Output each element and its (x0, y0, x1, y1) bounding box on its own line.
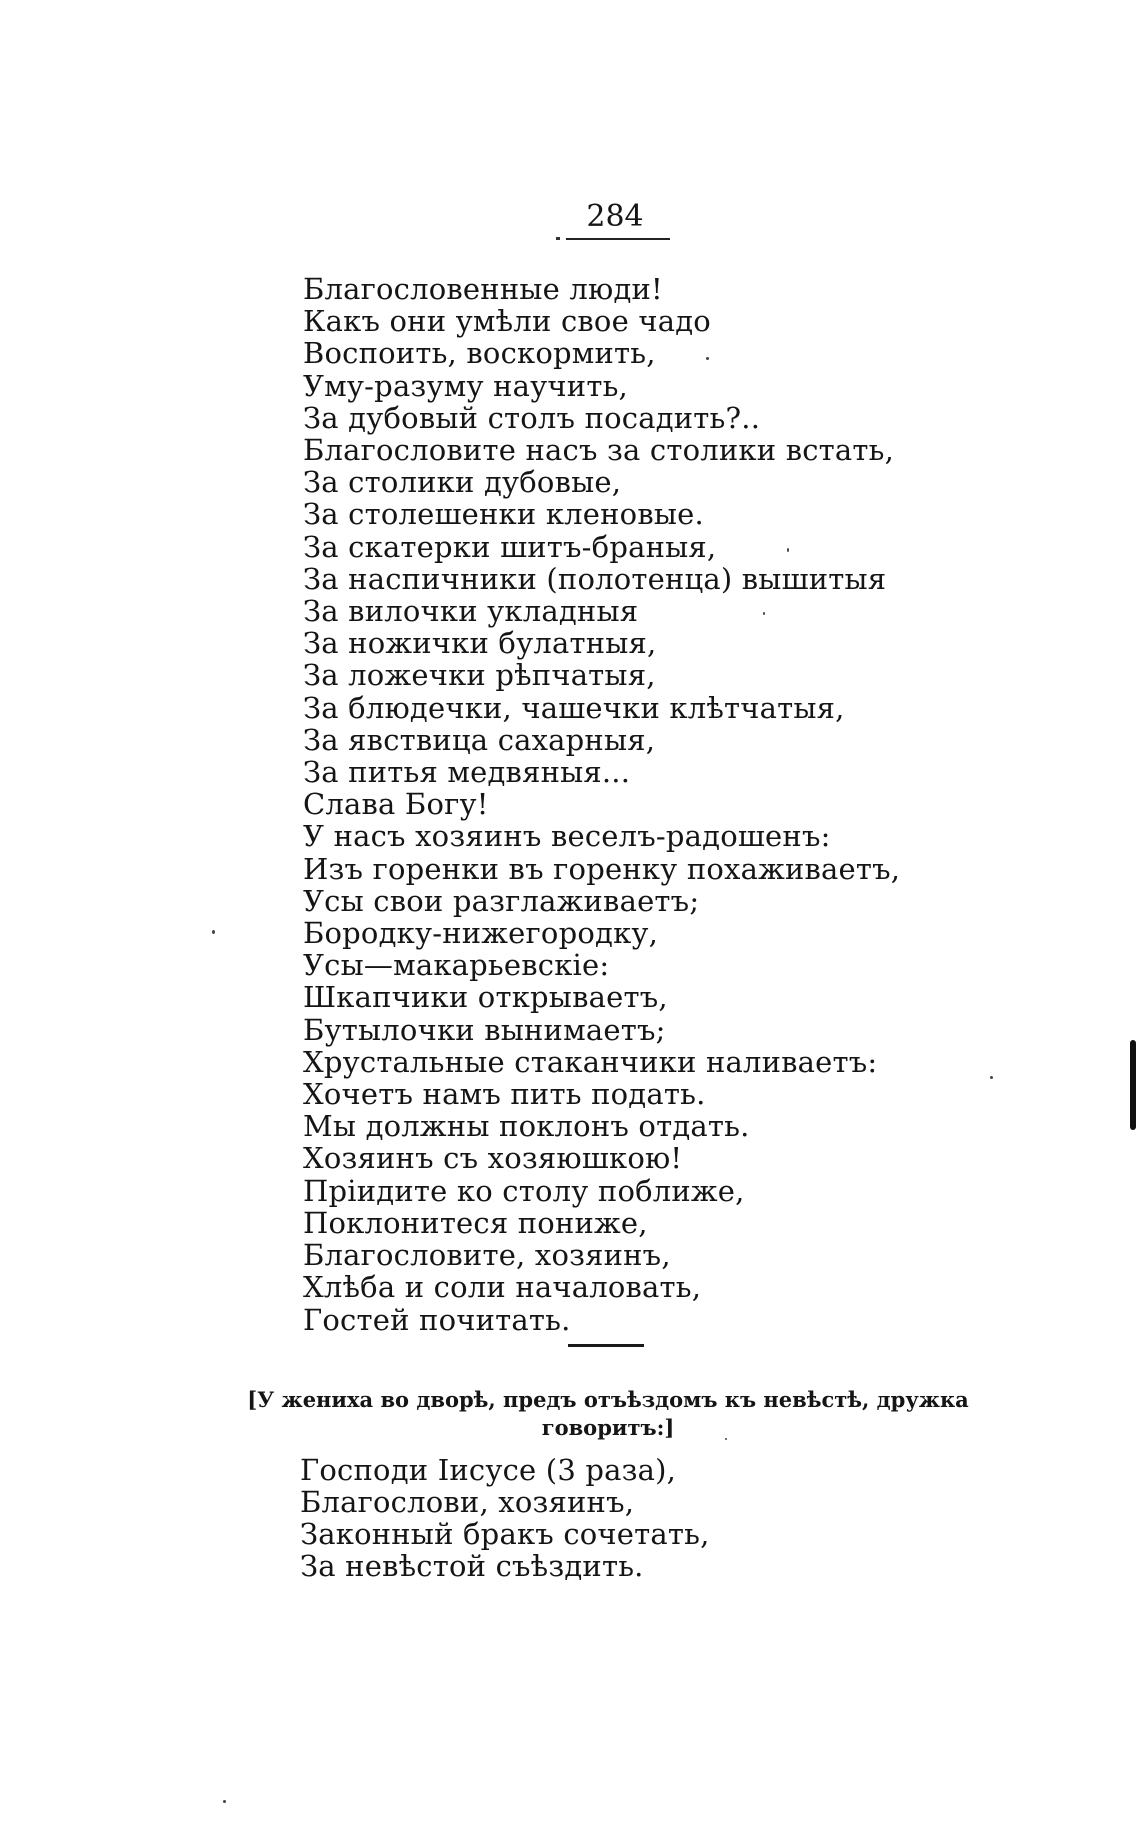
page-number-rule (566, 238, 670, 240)
stage-direction (218, 1386, 998, 1442)
verse-line: Мы должны поклонъ отдать. (303, 1109, 750, 1144)
verse-line: Слава Богу! (303, 787, 489, 822)
verse-line: Бородку-нижегородку, (303, 916, 659, 951)
verse-line: Хозяинъ съ хозяюшкою! (303, 1141, 683, 1176)
scan-speck (763, 612, 765, 615)
verse-line: Хлѣба и соли началовать, (303, 1270, 702, 1305)
scan-speck (787, 548, 789, 552)
verse-block (303, 273, 900, 1336)
verse-line: За блюдечки, чашечки клѣтчатыя, (303, 690, 845, 725)
verse-line: За скатерки шитъ-браныя, (303, 529, 717, 564)
verse-line: У насъ хозяинъ веселъ-радошенъ: (303, 819, 831, 854)
verse-line: За явствица сахарныя, (303, 722, 656, 757)
verse-line: Уму-разуму научить, (303, 368, 628, 403)
verse-line: Хрустальные стаканчики наливаетъ: (303, 1044, 878, 1079)
verse-line: Воспоить, воскормить, (303, 336, 656, 371)
verse-line: Благослови, хозяинъ, (300, 1485, 635, 1519)
verse-line: За столики дубовые, (303, 465, 622, 500)
scan-edge-mark (1130, 1040, 1136, 1130)
verse-line: Гостей почитать. (303, 1302, 571, 1337)
verse-line: Изъ горенки въ горенку похаживаетъ, (303, 851, 901, 886)
verse-line: За невѣстой съѣздить. (300, 1549, 644, 1583)
verse-line: За наспичники (полотенца) вышитыя (303, 561, 887, 596)
verse-line: Пріидите ко столу поближе, (303, 1173, 745, 1208)
verse-line: Поклонитеся пониже, (303, 1205, 648, 1240)
verse-line: Хочетъ намъ пить подать. (303, 1077, 706, 1112)
verse-block-2 (300, 1454, 710, 1582)
stage-direction-line: [У жениха во дворѣ, предъ отъѣздомъ къ невѣстѣ, дружка (247, 1387, 969, 1412)
verse-line: За ножички булатныя, (303, 626, 657, 661)
verse-line: Усы свои разглаживаетъ; (303, 883, 700, 918)
verse-line: Усы—макарьевскіе: (303, 948, 610, 983)
stage-direction-line: говоритъ:] (541, 1415, 675, 1440)
scan-speck (990, 1076, 993, 1079)
scan-speck (725, 1438, 727, 1440)
verse-line: Благословенные люди! (303, 272, 663, 306)
scan-speck (706, 357, 709, 360)
section-divider (568, 1344, 644, 1347)
verse-line: Бутылочки вынимаетъ; (303, 1012, 666, 1047)
verse-line: Благословите, хозяинъ, (303, 1238, 671, 1273)
verse-line: Господи Іисусе (3 раза), (300, 1453, 677, 1487)
verse-line: За питья медвяныя... (303, 755, 631, 790)
verse-line: За ложечки рѣпчатыя, (303, 658, 656, 693)
verse-line: Благословите насъ за столики встать, (303, 433, 895, 468)
verse-line: За столешенки кленовые. (303, 497, 704, 532)
page-number: 284 (586, 199, 644, 234)
verse-line: За вилочки укладныя (303, 594, 639, 629)
page-number-dot (556, 237, 560, 240)
verse-line: Какъ они умѣли свое чадо (303, 304, 711, 339)
scan-speck (223, 1800, 226, 1803)
verse-line: За дубовый столъ посадить?.. (303, 400, 761, 435)
verse-line: Законный бракъ сочетать, (300, 1517, 710, 1551)
scan-speck (212, 930, 215, 934)
verse-line: Шкапчики открываетъ, (303, 980, 668, 1015)
